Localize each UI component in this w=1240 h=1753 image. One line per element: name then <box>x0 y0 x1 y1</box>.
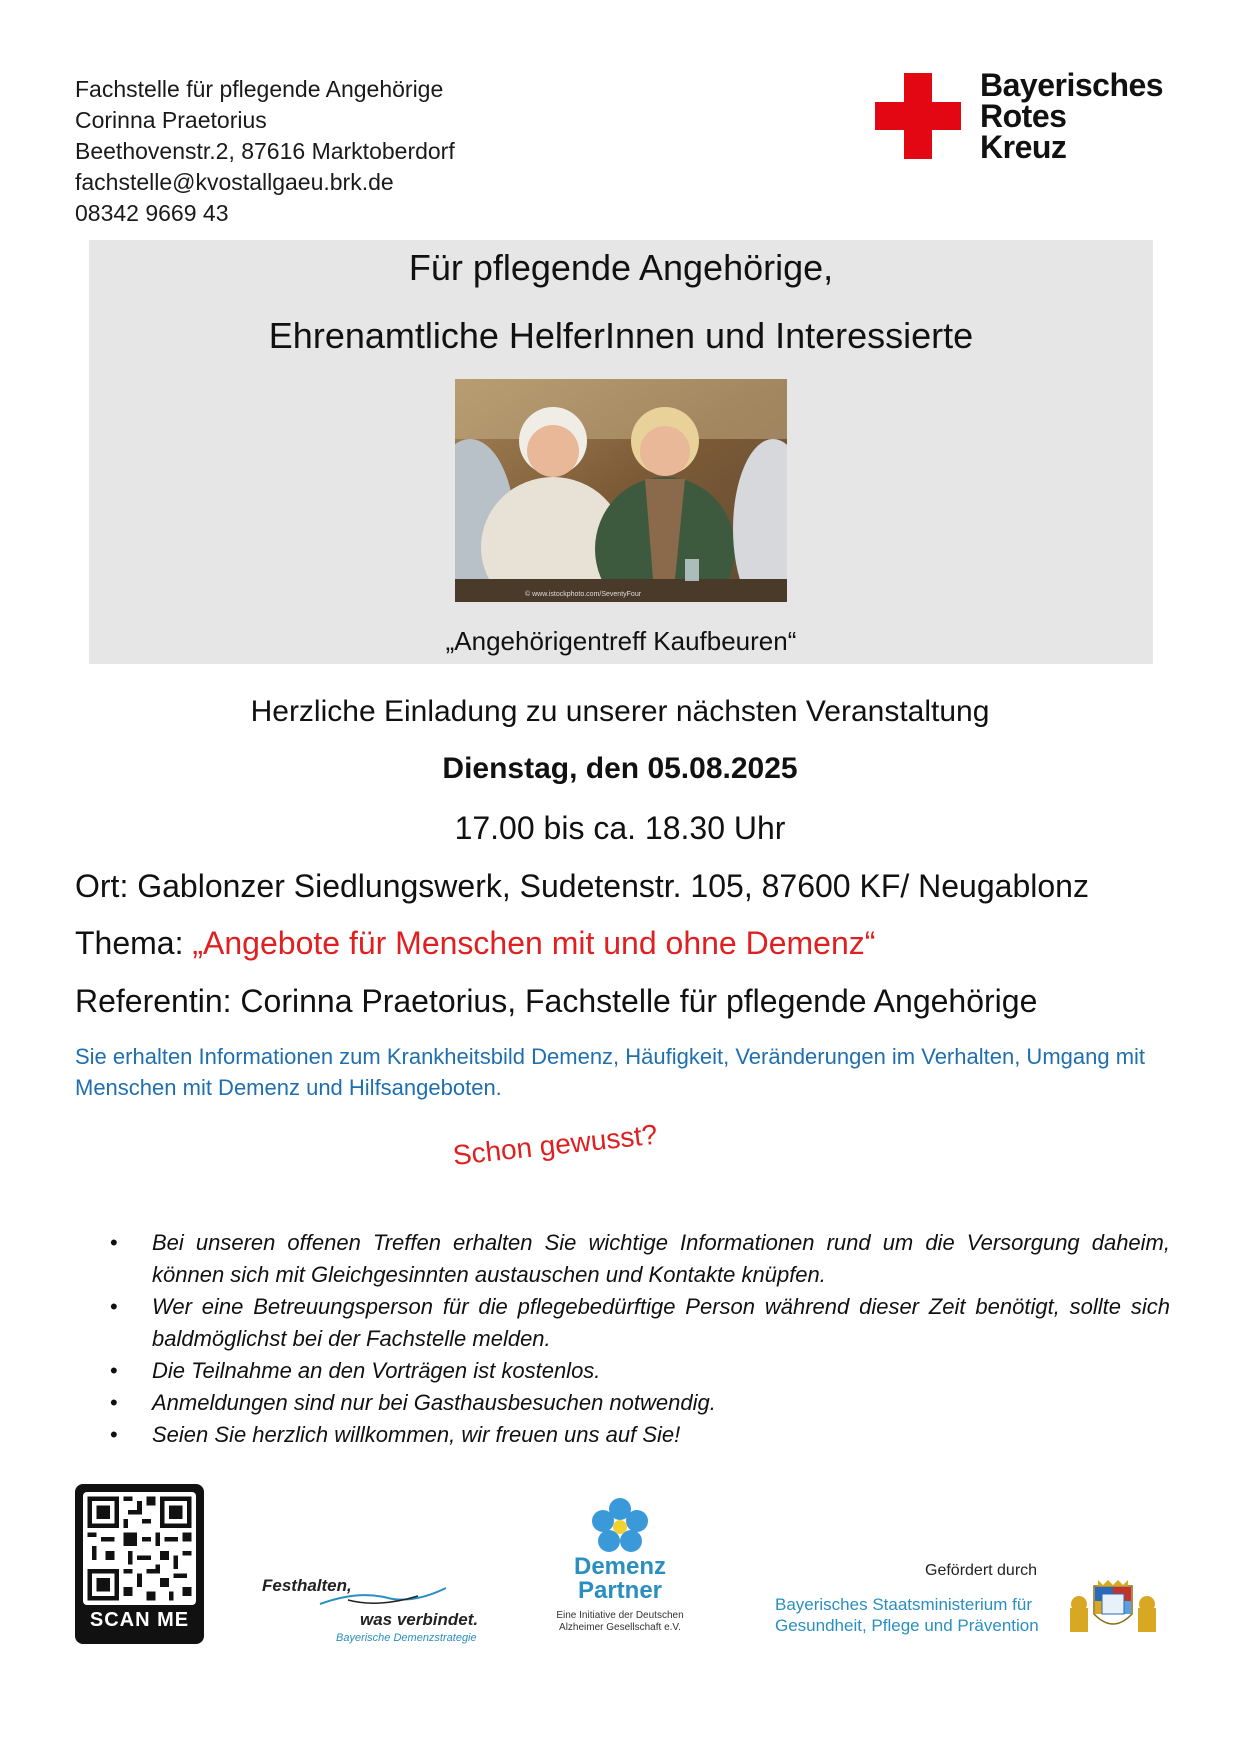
bavarian-crest-icon <box>1068 1578 1158 1636</box>
festhalten-line-3: Bayerische Demenzstrategie <box>336 1632 477 1644</box>
event-location: Ort: Gablonzer Siedlungswerk, Sudetenstr. 105, 87600 KF/ Neugablonz <box>75 868 1089 904</box>
list-item: • Anmeldungen sind nur bei Gasthausbesuchen notwendig. <box>110 1387 1170 1419</box>
audience-line-2: Ehrenamtliche HelferInnen und Interessierte <box>268 315 974 356</box>
demenz-partner-logo: Demenz Partner <box>573 1553 667 1604</box>
list-item: • Seien Sie herzlich willkommen, wir freuen uns auf Sie! <box>110 1419 1170 1451</box>
sender-address <box>75 74 455 229</box>
photo-seniors <box>455 379 787 602</box>
event-time: 17.00 bis ca. 18.30 Uhr <box>454 810 786 846</box>
list-item: • Die Teilnahme an den Vorträgen ist kostenlos. <box>110 1355 1170 1387</box>
ministry-name: Bayerisches Staatsministerium für Gesundheit, Pflege und Prävention <box>775 1595 1039 1635</box>
forget-me-not-icon <box>590 1497 650 1557</box>
topic-label: Thema: <box>75 925 193 961</box>
list-item: • Wer eine Betreuungsperson für die pflegebedürftige Person während dieser Zeit benötigt, sollte sich baldmöglichst bei der Fachstelle melden. <box>110 1291 1170 1355</box>
address-org: Fachstelle für pflegende Angehörige <box>75 76 444 102</box>
address-email[interactable]: fachstelle@kvostallgaeu.brk.de <box>75 169 394 195</box>
address-person: Corinna Praetorius <box>75 107 267 133</box>
event-info: Sie erhalten Informationen zum Krankheitsbild Demenz, Häufigkeit, Veränderungen im Verhalten, Umgang mit Menschen mit Demenz und Hilfsangeboten. <box>75 1044 1146 1100</box>
event-series-caption: „Angehörigentreff Kaufbeuren“ <box>445 626 797 656</box>
festhalten-line-1: Festhalten, <box>262 1576 352 1595</box>
list-item: • Bei unseren offenen Treffen erhalten Sie wichtige Informationen rund um die Versorgung daheim, können sich mit Gleichgesinnten austauschen und Kontakte knüpfen. <box>110 1227 1170 1291</box>
photo-credit: © www.istockphoto.com/SeventyFour <box>525 591 642 598</box>
audience-line-1: Für pflegende Angehörige, <box>408 247 834 288</box>
did-you-know-list <box>110 1227 1170 1451</box>
address-street: Beethovenstr.2, 87616 Marktoberdorf <box>75 138 455 164</box>
event-date: Dienstag, den 05.08.2025 <box>442 752 798 785</box>
event-speaker: Referentin: Corinna Praetorius, Fachstelle für pflegende Angehörige <box>75 983 1038 1019</box>
bird-icon <box>318 1584 448 1612</box>
invitation-text: Herzliche Einladung zu unserer nächsten Veranstaltung <box>250 695 990 728</box>
funded-by-label: Gefördert durch <box>925 1562 1038 1579</box>
festhalten-line-2: was verbindet. <box>360 1610 479 1629</box>
brk-logo-text: Bayerisches Rotes Kreuz <box>980 67 1164 165</box>
demenz-partner-subtitle: Eine Initiative der Deutschen Alzheimer Gesellschaft e.V. <box>556 1610 684 1633</box>
did-you-know-title: Schon gewusst? <box>451 1118 659 1171</box>
address-phone: 08342 9669 43 <box>75 200 229 226</box>
topic-title: „Angebote für Menschen mit und ohne Demenz“ <box>192 925 876 961</box>
qr-scan-label: SCAN ME <box>89 1609 190 1631</box>
red-cross-icon <box>875 73 961 159</box>
qr-code[interactable] <box>75 1484 204 1644</box>
event-topic <box>75 925 875 962</box>
